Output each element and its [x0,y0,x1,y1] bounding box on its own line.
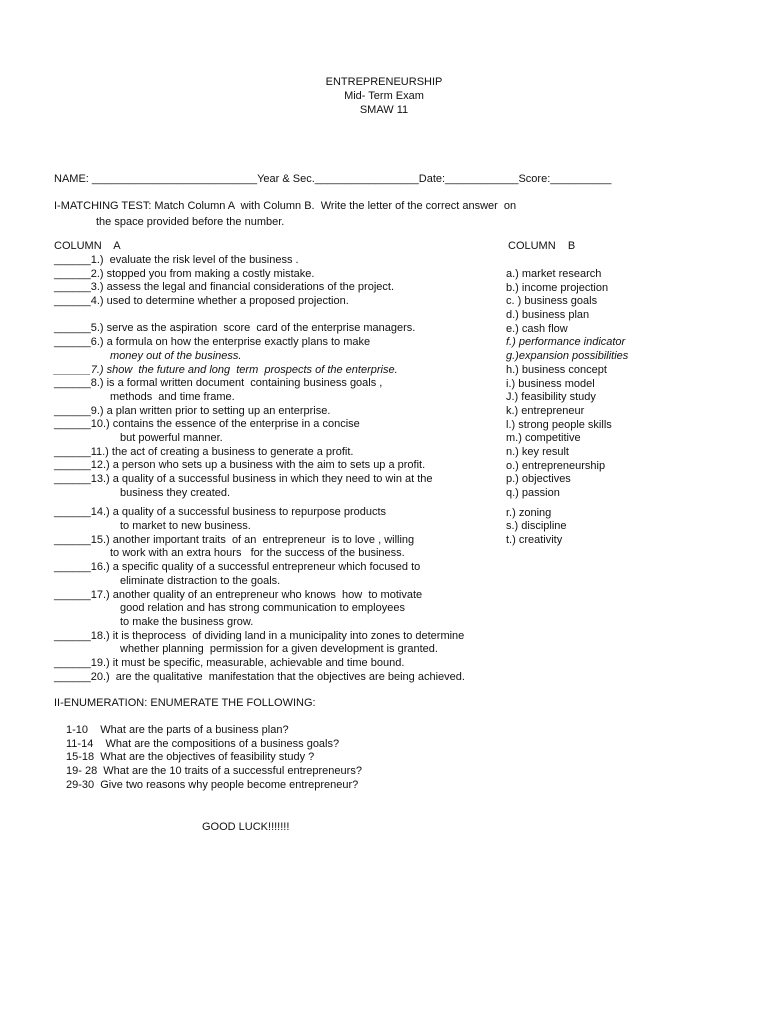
text-line: but powerful manner. [120,431,223,444]
text-line: l.) strong people skills [506,418,612,431]
text-line: good relation and has strong communication to employees [120,602,405,615]
closing-message: GOOD LUCK!!!!!!! [202,821,290,833]
text-line: b.) income projection [506,281,609,294]
text-line: ______3.) assess the legal and financial considerations of the project. [54,281,394,294]
subject-title: ENTREPRENEURSHIP [325,76,443,88]
text-line: q.) passion [506,487,560,499]
text-line: ______12.) a person who sets up a business with the aim to sets up a profit. [54,459,426,472]
exam-header [0,76,768,118]
text-line: r.) zoning [506,506,552,519]
text-line: ______9.) a plan written prior to setting up an enterprise. [54,404,331,417]
enumeration-list [66,724,362,792]
enumeration-item: 11-14 What are the compositions of a business goals? [66,737,340,750]
text-line: k.) entrepreneur [506,404,585,417]
text-line: d.) business plan [506,309,590,322]
text-line: n.) key result [506,445,569,458]
text-line: money out of the business. [110,349,242,362]
text-line: eliminate distraction to the goals. [120,574,281,587]
text-line: J.) feasibility study [506,391,596,404]
section-title: SMAW 11 [359,104,409,116]
text-line: ______19.) it must be specific, measurable, achievable and time bound. [54,656,405,669]
text-line: s.) discipline [506,520,567,533]
text-line: ______4.) used to determine whether a proposed projection. [54,295,349,308]
text-line: ______11.) the act of creating a business to generate a profit. [54,445,354,458]
text-line: ______15.) another important traits of an entrepreneur is to love , willing [54,533,415,546]
text-line: to market to new business. [120,520,251,533]
text-line: ______1.) evaluate the risk level of the business . [54,254,299,266]
text-line: to work with an extra hours for the success of the business. [110,547,405,560]
matching-instruction: I-MATCHING TEST: Match Column A with Column B. Write the letter of the correct answer on [54,200,517,212]
text-line: to make the business grow. [120,615,254,628]
text-line: ______20.) are the qualitative manifestation that the objectives are being achieved. [54,670,465,683]
text-line: ______2.) stopped you from making a costly mistake. [54,267,315,280]
text-line: m.) competitive [506,432,581,445]
text-line: ______7.) show the future and long term prospects of the enterprise. [54,363,398,376]
text-line: business they created. [120,486,231,499]
enumeration-item: 15-18 What are the objectives of feasibility study ? [66,751,315,764]
text-line: g.)expansion possibilities [506,350,629,363]
text-line: ______16.) a specific quality of a successful entrepreneur which focused to [54,561,421,574]
text-line: i.) business model [506,377,595,390]
enumeration-item: 1-10 What are the parts of a business plan? [66,724,289,736]
text-line: e.) cash flow [506,322,568,335]
text-line: ______14.) a quality of a successful business to repurpose products [54,506,387,519]
text-line: ______8.) is a formal written document containing business goals , [54,377,383,390]
text-line: p.) objectives [506,473,571,486]
text-line [54,309,524,323]
text-line: ______5.) serve as the aspiration score card of the enterprise managers. [54,322,416,335]
text-line: ______10.) contains the essence of the enterprise in a concise [54,418,360,431]
column-a-list [54,254,524,684]
text-line: ______13.) a quality of a successful business in which they need to win at the [54,473,433,485]
exam-title: Mid- Term Exam [344,90,424,102]
column-b-title: COLUMN B [508,240,576,252]
text-line: c. ) business goals [506,295,598,308]
column-b-list [506,268,676,548]
text-line: a.) market research [506,268,602,280]
student-info-line: NAME: ___________________________Year & Sec._________________Date:____________Score:__________ [54,173,612,185]
text-line: ______18.) it is theprocess of dividing land in a municipality into zones to determine [54,629,465,642]
text-line: o.) entrepreneurship [506,459,606,472]
text-line: methods and time frame. [110,390,235,403]
text-line: f.) performance indicator [506,336,626,349]
text-line: ______6.) a formula on how the enterprise exactly plans to make [54,336,371,349]
matching-instruction-cont: the space provided before the number. [96,216,285,228]
text-line: h.) business concept [506,363,607,376]
enumeration-item: 19- 28 What are the 10 traits of a successful entrepreneurs? [66,765,362,778]
column-a-title: COLUMN A [54,240,121,252]
text-line: ______17.) another quality of an entrepreneur who knows how to motivate [54,588,423,601]
text-line: whether planning permission for a given development is granted. [120,643,438,656]
text-line: t.) creativity [506,534,563,547]
enumeration-item: 29-30 Give two reasons why people become entrepreneur? [66,778,359,791]
enumeration-title: II-ENUMERATION: ENUMERATE THE FOLLOWING: [54,697,316,709]
